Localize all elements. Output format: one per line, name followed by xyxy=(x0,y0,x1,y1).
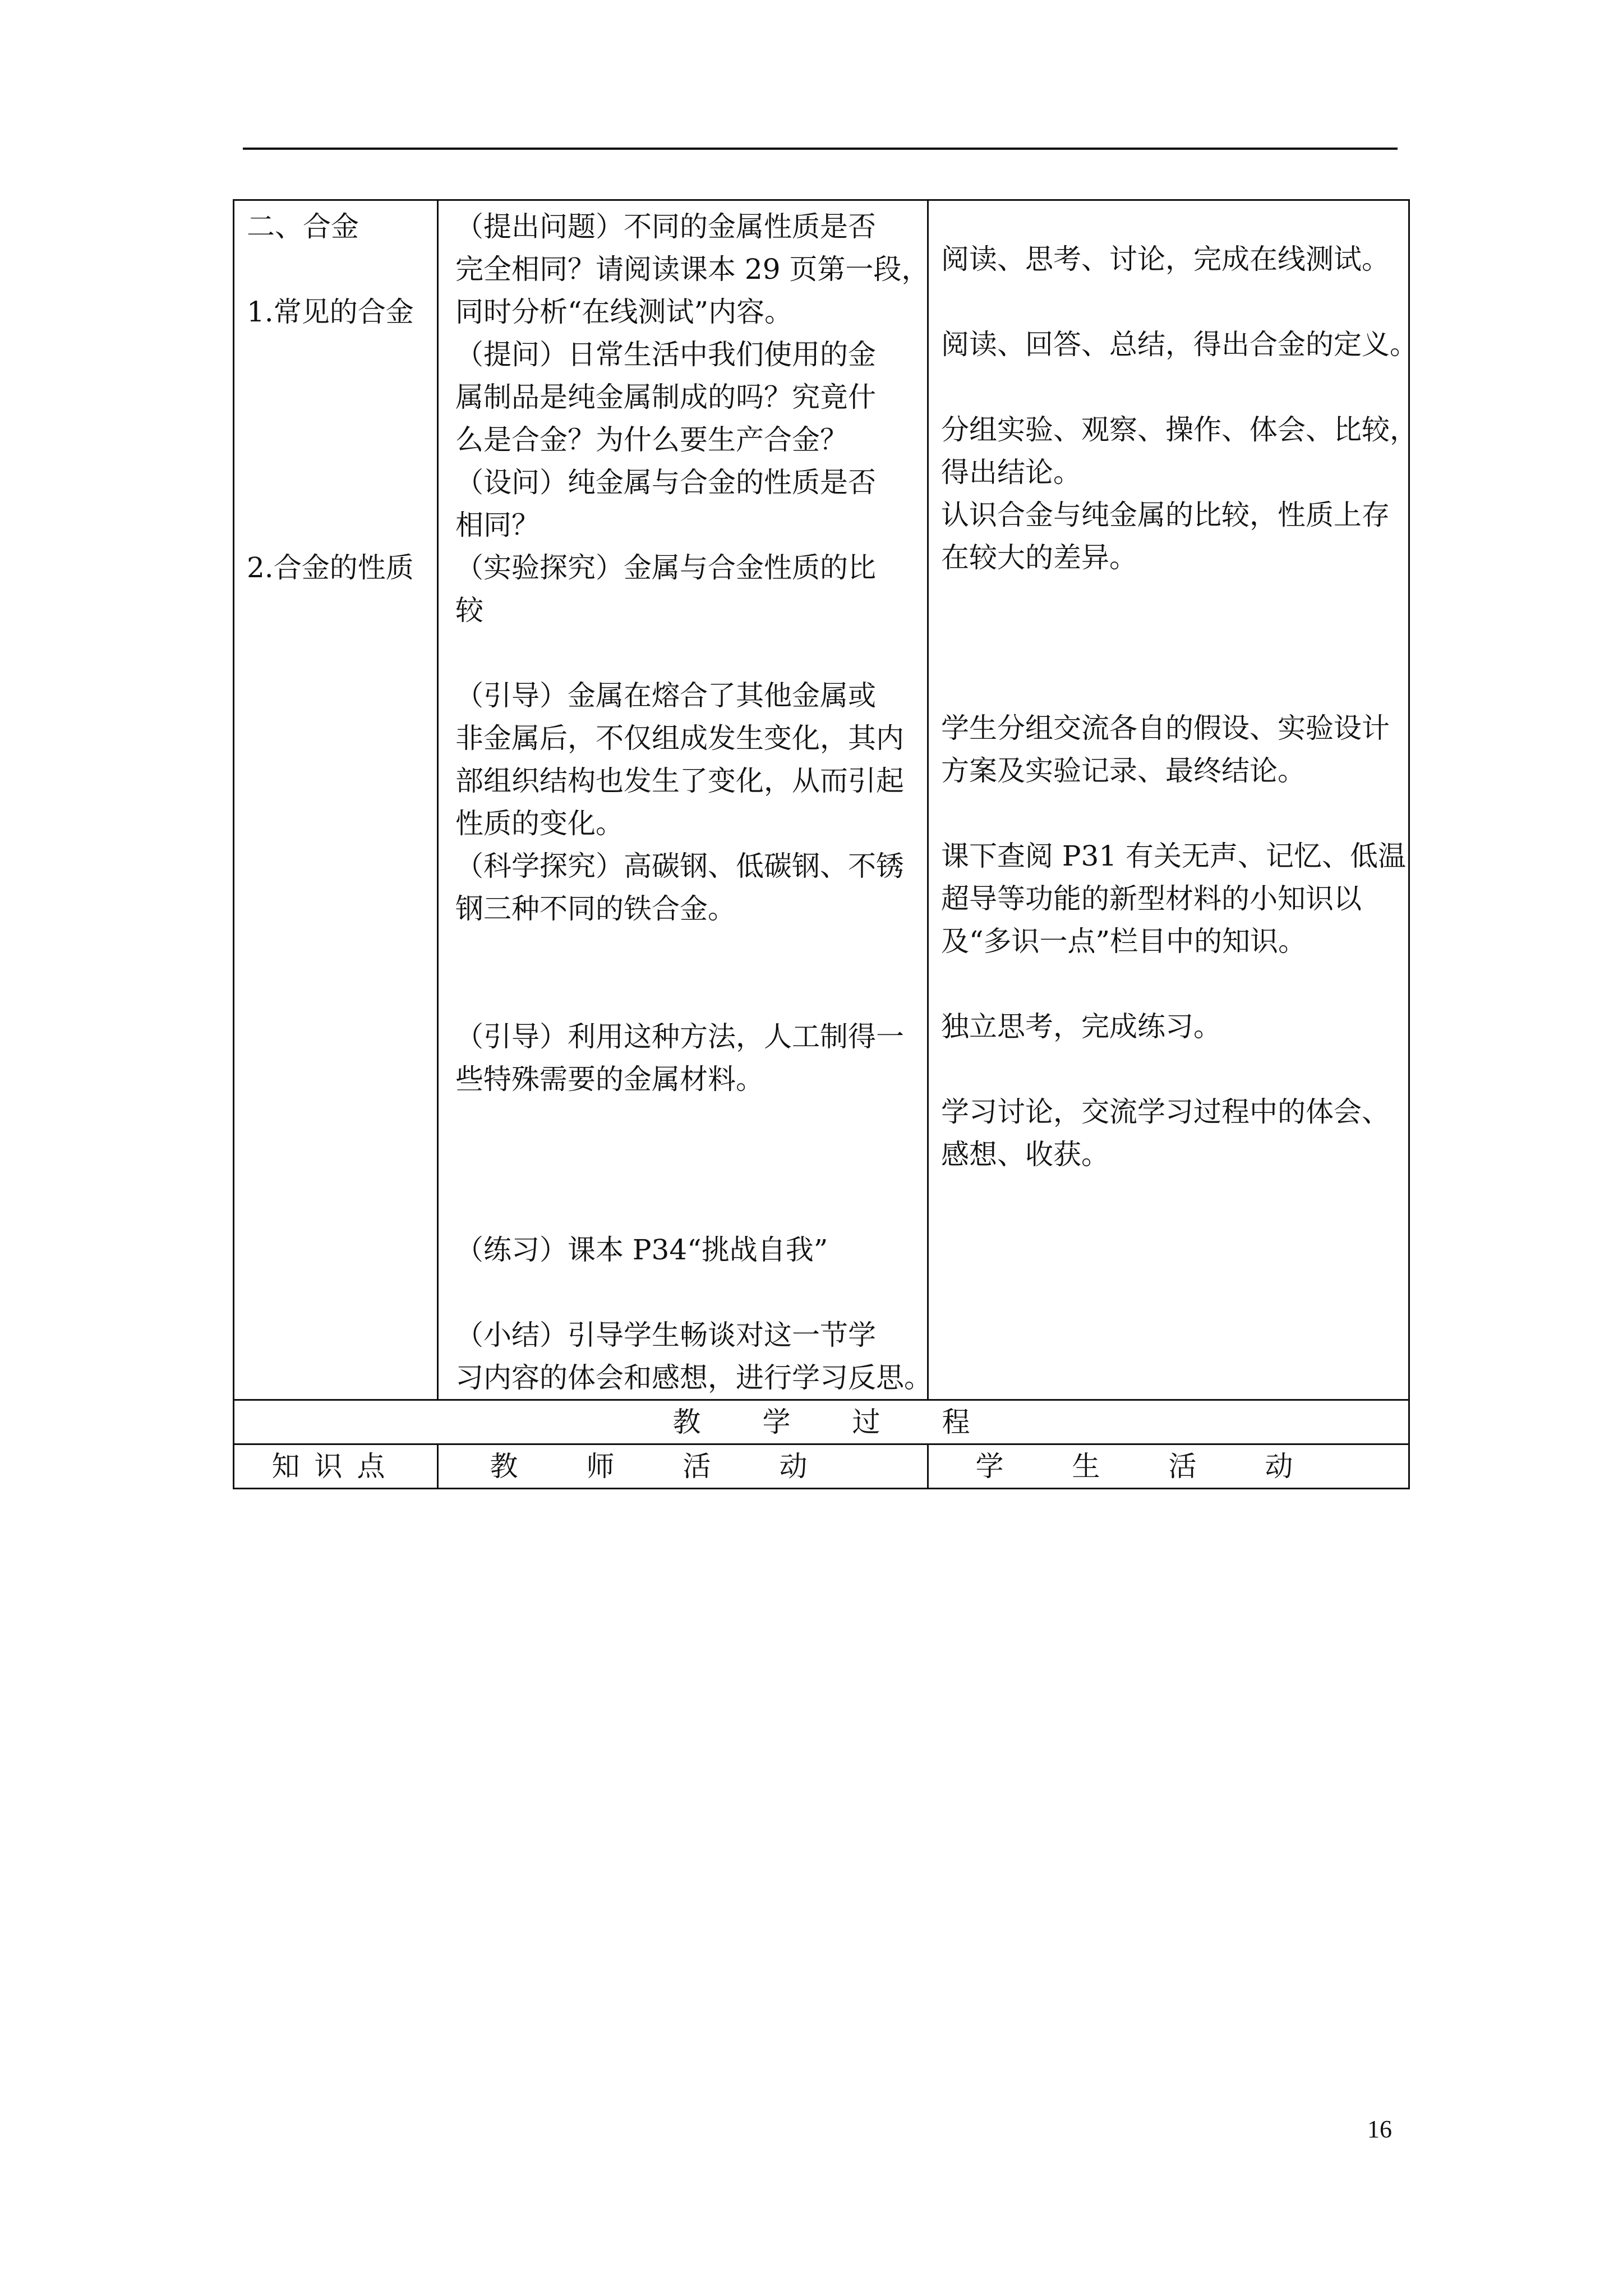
column-header-row xyxy=(234,1444,1409,1489)
student-activity-6: 课下查阅 P31 有关无声、记忆、低温 超导等功能的新型材料的小知识以 及“多识一点”栏目中的知识。 xyxy=(941,840,1407,958)
teacher-activity-guide-2: （引导）利用这种方法，人工制得一 些特殊需要的金属材料。 xyxy=(455,1020,904,1096)
student-activity-1: 阅读、思考、讨论，完成在线测试。 xyxy=(941,243,1390,275)
teacher-activity-guide-1: （引导）金属在熔合了其他金属或 非金属后，不仅组成发生变化，其内 部组织结构也发生了变化，从而引起 性质的变化。 xyxy=(455,679,904,840)
lesson-body-row xyxy=(234,200,1409,1400)
student-activity-3: 分组实验、观察、操作、体会、比较， 得出结论。 xyxy=(941,413,1418,489)
section-title: 二、合金 xyxy=(247,210,359,243)
teacher-activity-exercise: （练习）课本 P34“挑战自我” xyxy=(455,1234,828,1266)
teacher-header: 教师活动 xyxy=(438,1444,928,1489)
header-rule xyxy=(243,148,1398,150)
teacher-activity-cell xyxy=(438,200,932,1400)
process-header: 教学过程 xyxy=(234,1400,1409,1444)
teacher-activity-pose-question: （设问）纯金属与合金的性质是否 相同？ xyxy=(455,466,876,541)
process-header-row xyxy=(234,1400,1409,1444)
knowledge-header: 知识点 xyxy=(234,1444,438,1489)
teacher-activity-science-inquiry: （科学探究）高碳钢、低碳钢、不锈 钢三种不同的铁合金。 xyxy=(455,850,904,925)
knowledge-cell xyxy=(234,200,438,1400)
teacher-activity-question: （提出问题）不同的金属性质是否 完全相同？请阅读课本 29 页第一段， 同时分析“在线测试”内容。 xyxy=(455,210,930,328)
lesson-table xyxy=(233,199,1418,1489)
student-header: 学生活动 xyxy=(928,1444,1409,1489)
page-number: 16 xyxy=(1367,2115,1392,2143)
student-activity-5: 学生分组交流各自的假设、实验设计 方案及实验记录、最终结论。 xyxy=(941,712,1390,787)
knowledge-item-alloy-properties: 2.合金的性质 xyxy=(247,551,414,584)
student-activity-8: 学习讨论，交流学习过程中的体会、 感想、收获。 xyxy=(941,1096,1390,1171)
teacher-activity-experiment: （实验探究）金属与合金性质的比 较 xyxy=(455,551,876,627)
student-activity-7: 独立思考，完成练习。 xyxy=(941,1010,1221,1043)
student-activity-2: 阅读、回答、总结，得出合金的定义。 xyxy=(941,328,1418,361)
teacher-activity-summary: （小结）引导学生畅谈对这一节学 习内容的体会和感想，进行学习反思。 xyxy=(455,1319,932,1394)
teacher-activity-ask: （提问）日常生活中我们使用的金 属制品是纯金属制成的吗？究竟什 么是合金？为什么要生产合金？ xyxy=(455,338,876,456)
knowledge-item-common-alloys: 1.常见的合金 xyxy=(247,296,414,328)
student-activity-cell xyxy=(928,200,1418,1400)
student-activity-4: 认识合金与纯金属的比较，性质上存 在较大的差异。 xyxy=(941,499,1390,574)
